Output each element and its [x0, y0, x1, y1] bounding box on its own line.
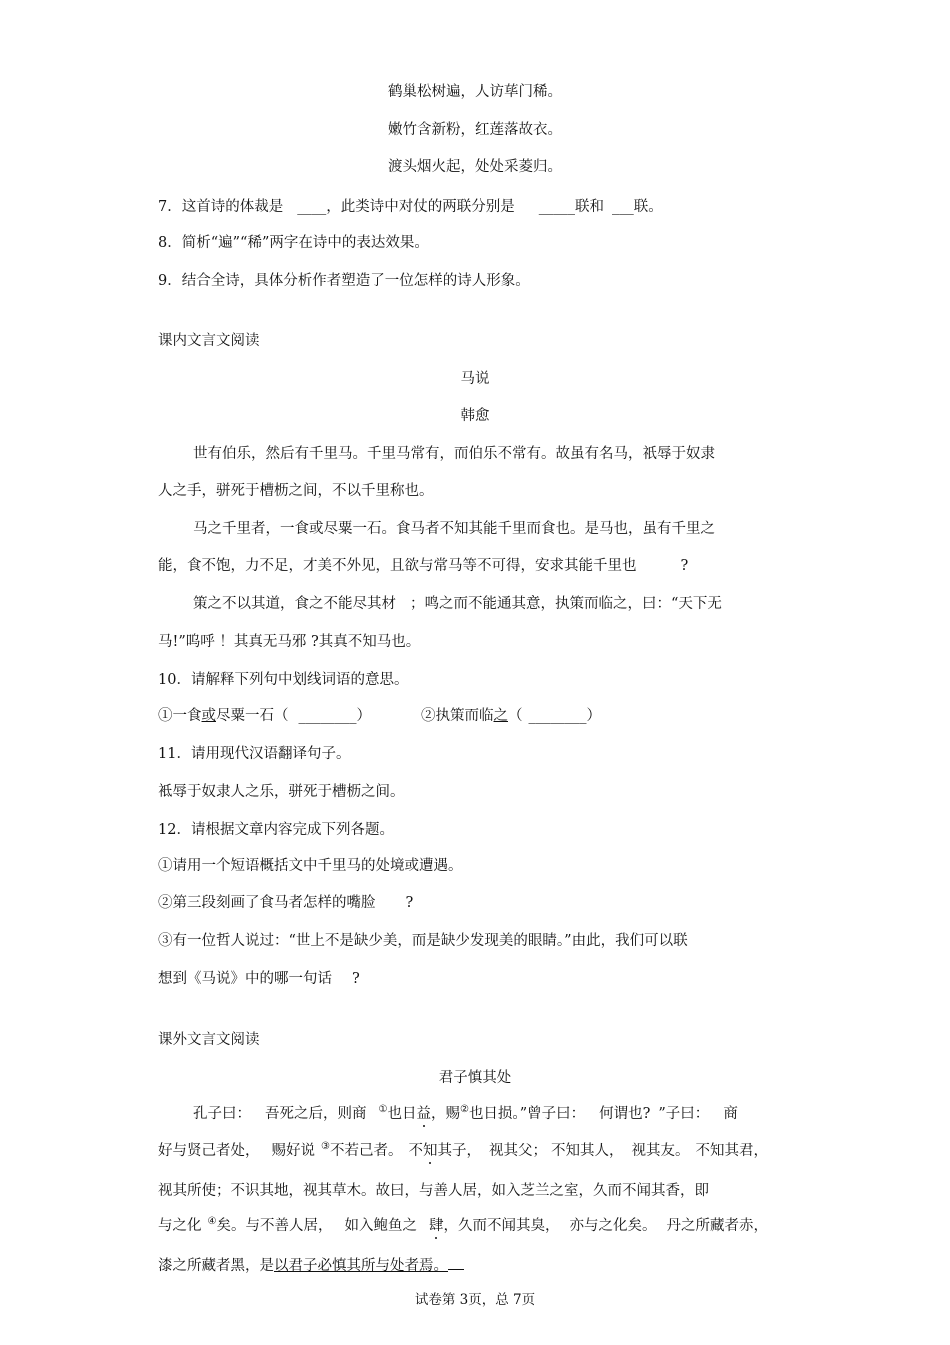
note-marker-2: ②	[459, 1104, 469, 1115]
question-12-sub-2-question-mark: ?	[405, 895, 414, 911]
section-heading-in-class: 课内文言文阅读	[158, 333, 260, 349]
question-12-sub-3-line-1: ③有一位哲人说过：“世上不是缺少美，而是缺少发现美的眼睛。”由此，我们可以联	[158, 933, 688, 949]
question-12-sub-1: ①请用一个短语概括文中千里马的处境或遭遇。	[158, 858, 463, 874]
question-10-items	[158, 707, 601, 725]
junzi-l1-c: 也日	[387, 1105, 417, 1122]
mashuo-paragraph-3-part-1: 策之不以其道，食之不能尽其材	[193, 596, 396, 612]
junzi-l1-dotted-word: 益	[416, 1105, 431, 1122]
junzi-l2-j: 不知其君，	[695, 1142, 768, 1159]
note-marker-4: ④	[207, 1216, 217, 1227]
question-10-item-1-prefix: ①一食	[158, 708, 202, 724]
question-12-sub-2-text: ②第三段刻画了食马者怎样的嘴脸	[158, 895, 376, 911]
note-marker-1: ①	[378, 1104, 388, 1115]
question-7-blank-3: ___	[611, 199, 634, 215]
junzi-l4-c: 如入鲍鱼之	[344, 1217, 417, 1234]
note-marker-3: ③	[321, 1141, 330, 1152]
junzi-l5-underlined-sentence: 以君子必慎其所与处者焉。	[274, 1258, 448, 1274]
junzi-line-5	[158, 1255, 464, 1275]
question-10-item-1-blank: ________	[298, 708, 357, 724]
page-footer: 试卷第 3页，总 7页	[414, 1292, 536, 1308]
passage-title-mashuo: 马说	[460, 371, 490, 387]
junzi-l2-i: 视其友。	[631, 1142, 690, 1159]
junzi-line-2	[158, 1138, 768, 1160]
question-10: 10．请解释下列句中划线词语的意思。	[158, 672, 409, 688]
junzi-l1-g: ”曾子曰：	[519, 1105, 586, 1122]
junzi-l1-a: 孔子曰：	[193, 1105, 251, 1122]
question-7	[158, 198, 663, 216]
mashuo-paragraph-2-line-2	[158, 557, 688, 575]
question-7-text-b: ，此类诗中对仗的两联分别是	[326, 199, 515, 215]
junzi-l1-b: 吾死之后，则商	[265, 1105, 367, 1122]
junzi-l2-d: 不	[408, 1142, 423, 1159]
question-12: 12．请根据文章内容完成下列各题。	[158, 822, 394, 838]
junzi-l1-j: 商	[723, 1105, 738, 1122]
junzi-l2-h: 不知其人，	[550, 1142, 624, 1159]
question-11-sentence: 袛辱于奴隶人之乐，骈死于槽枥之间。	[158, 784, 405, 800]
junzi-l4-dotted-word: 肆	[428, 1217, 444, 1234]
junzi-l4-b: 矣。与不善人居，	[216, 1217, 333, 1234]
junzi-line-4	[158, 1213, 768, 1235]
junzi-l4-g: 丹之所藏者赤，	[666, 1217, 768, 1234]
question-12-sub-2	[158, 894, 413, 912]
junzi-l5-a: 漆之所藏者黑，是	[158, 1258, 274, 1274]
question-10-item-2-blank: ________	[528, 708, 587, 724]
question-7-blank-1: ____	[297, 199, 327, 215]
junzi-l2-b: 赐好说	[271, 1142, 315, 1159]
mashuo-paragraph-1-line-1: 世有伯乐，然后有千里马。千里马常有，而伯乐不常有。故虽有名马，祇辱于奴隶	[193, 446, 715, 462]
mashuo-paragraph-1-line-2: 人之手，骈死于槽枥之间，不以千里称也。	[158, 483, 434, 499]
question-11: 11．请用现代汉语翻译句子。	[158, 746, 351, 762]
question-12-sub-3-question-mark: ?	[352, 971, 360, 987]
question-7-text-a: 7．这首诗的体裁是	[158, 199, 284, 215]
question-8: 8．简析“遍”“稀”两字在诗中的表达效果。	[158, 235, 429, 251]
question-10-item-1-close: ）	[356, 708, 371, 724]
question-12-sub-3-line-2	[158, 970, 360, 988]
question-10-item-2-close: ）	[586, 708, 601, 724]
junzi-l1-i: ”子曰：	[658, 1105, 710, 1122]
section-heading-extracurricular: 课外文言文阅读	[158, 1032, 260, 1048]
question-7-blank-2: _____	[538, 199, 575, 215]
mashuo-paragraph-2-question-mark: ?	[680, 558, 689, 574]
question-10-item-2-prefix: ②执策而临	[421, 708, 494, 724]
question-10-item-1-suffix: 尽粟一石（	[216, 708, 289, 724]
question-7-text-c: 联和	[574, 199, 604, 215]
poem-line-2: 嫩竹含新粉，红莲落故衣。	[388, 122, 562, 138]
mashuo-paragraph-2-line-2-text: 能，食不饱，力不足，才美不外见，且欲与常马等不可得，安求其能千里也	[158, 558, 637, 574]
junzi-l4-f: 亦与之化矣。	[569, 1217, 657, 1234]
junzi-l1-h: 何谓也?	[599, 1105, 651, 1122]
junzi-l2-c: 不若己者。	[329, 1142, 403, 1159]
junzi-l4-a: 与之化	[158, 1217, 202, 1234]
question-9: 9．结合全诗，具体分析作者塑造了一位怎样的诗人形象。	[158, 273, 530, 289]
junzi-l2-f: 其子，	[437, 1142, 481, 1159]
mashuo-paragraph-3-line-1	[193, 595, 722, 613]
junzi-l4-e: ，久而不闻其臭，	[443, 1217, 560, 1234]
passage-author: 韩愈	[460, 408, 490, 424]
poem-line-3: 渡头烟火起，处处采菱归。	[388, 159, 562, 175]
mashuo-paragraph-2-line-1: 马之千里者，一食或尽粟一石。食马者不知其能千里而食也。是马也，虽有千里之	[193, 521, 715, 537]
junzi-l2-g: 视其父；	[488, 1142, 547, 1159]
poem-line-1: 鹤巢松树遍，人访荜门稀。	[388, 84, 562, 100]
question-7-text-d: 联。	[633, 199, 663, 215]
junzi-line-3: 视其所使；不识其地，视其草木。故曰，与善人居，如入芝兰之室，久而不闻其香，即	[158, 1183, 709, 1199]
junzi-l2-dotted-word: 知	[422, 1142, 438, 1159]
mashuo-paragraph-3-part-2: ；鸣之而不能通其意，执策而临之，曰：“天下无	[410, 596, 722, 612]
junzi-line-1	[193, 1101, 738, 1123]
mashuo-paragraph-3-line-2: 马!”呜呼 ！其真无马邪 ?其真不知马也。	[158, 634, 421, 650]
question-12-sub-3-text: 想到《马说》中的哪一句话	[158, 971, 332, 987]
question-10-item-2-underlined-word: 之	[493, 708, 508, 724]
passage-title-junzi: 君子慎其处	[438, 1070, 512, 1086]
junzi-l5-underline-tail	[448, 1255, 464, 1270]
junzi-l2-a: 好与贤己者处，	[158, 1142, 260, 1159]
junzi-l1-e: ，赐	[430, 1105, 460, 1122]
question-10-item-2-open: （	[508, 708, 523, 724]
junzi-l1-f: 也日损。	[468, 1105, 520, 1122]
question-10-item-1-underlined-word: 或	[201, 708, 216, 724]
